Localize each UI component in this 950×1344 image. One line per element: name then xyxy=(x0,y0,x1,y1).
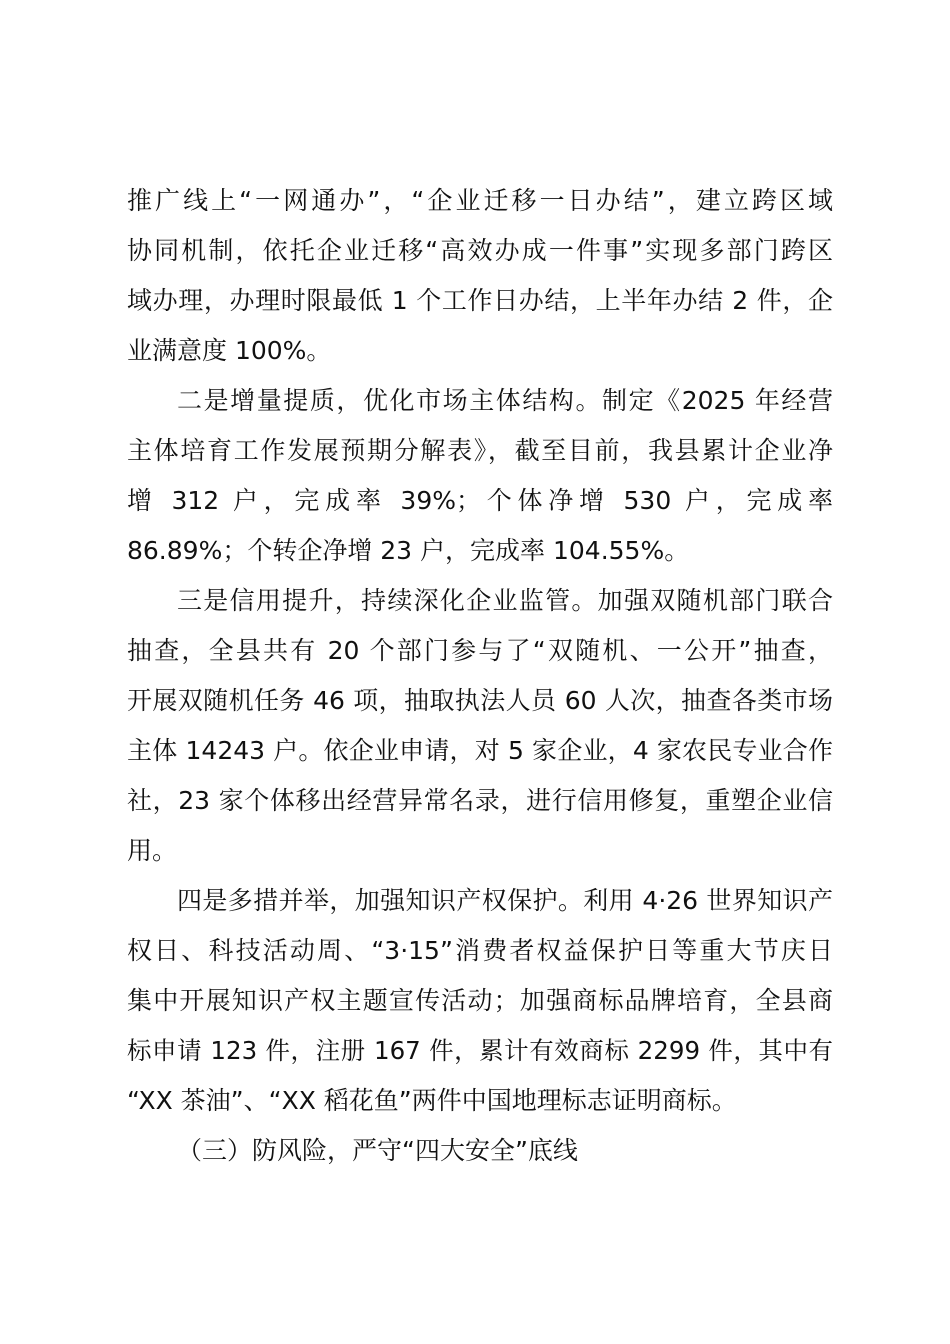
paragraph-start-line: 四是多措并举，加强知识产权保护。利用 4·26 世界知识产 xyxy=(177,886,833,915)
text-line: 协同机制，依托企业迁移“高效办成一件事”实现多部门跨区 xyxy=(127,236,833,265)
document-body xyxy=(127,176,833,1176)
text-line: 86.89%；个转企净增 23 户，完成率 104.55%。 xyxy=(127,536,690,565)
text-line: 业满意度 100%。 xyxy=(127,336,332,365)
text-line: 抽查，全县共有 20 个部门参与了“双随机、一公开”抽查， xyxy=(127,636,833,665)
text-line: 社，23 家个体移出经营异常名录，进行信用修复，重塑企业信 xyxy=(127,786,833,815)
text-line: “XX 茶油”、“XX 稻花鱼”两件中国地理标志证明商标。 xyxy=(127,1086,737,1115)
text-line: 标申请 123 件，注册 167 件，累计有效商标 2299 件，其中有 xyxy=(127,1036,833,1065)
text-line: 集中开展知识产权主题宣传活动；加强商标品牌培育，全县商 xyxy=(127,986,833,1015)
text-line: 主体 14243 户。依企业申请，对 5 家企业，4 家农民专业合作 xyxy=(127,736,833,765)
text-line: 用。 xyxy=(127,836,178,865)
section-heading: （三）防风险，严守“四大安全”底线 xyxy=(177,1136,578,1165)
text-line: 增 312 户，完成率 39%；个体净增 530 户，完成率 xyxy=(127,486,833,515)
text-line: 权日、科技活动周、“3·15”消费者权益保护日等重大节庆日 xyxy=(127,936,833,965)
text-line: 推广线上“一网通办”，“企业迁移一日办结”，建立跨区域 xyxy=(127,186,833,215)
paragraph-start-line: 二是增量提质，优化市场主体结构。制定《2025 年经营 xyxy=(177,386,833,415)
text-line: 域办理，办理时限最低 1 个工作日办结，上半年办结 2 件，企 xyxy=(127,286,833,315)
paragraph-start-line: 三是信用提升，持续深化企业监管。加强双随机部门联合 xyxy=(177,586,833,615)
text-line: 主体培育工作发展预期分解表》，截至目前，我县累计企业净 xyxy=(127,436,833,465)
text-line: 开展双随机任务 46 项，抽取执法人员 60 人次，抽查各类市场 xyxy=(127,686,833,715)
